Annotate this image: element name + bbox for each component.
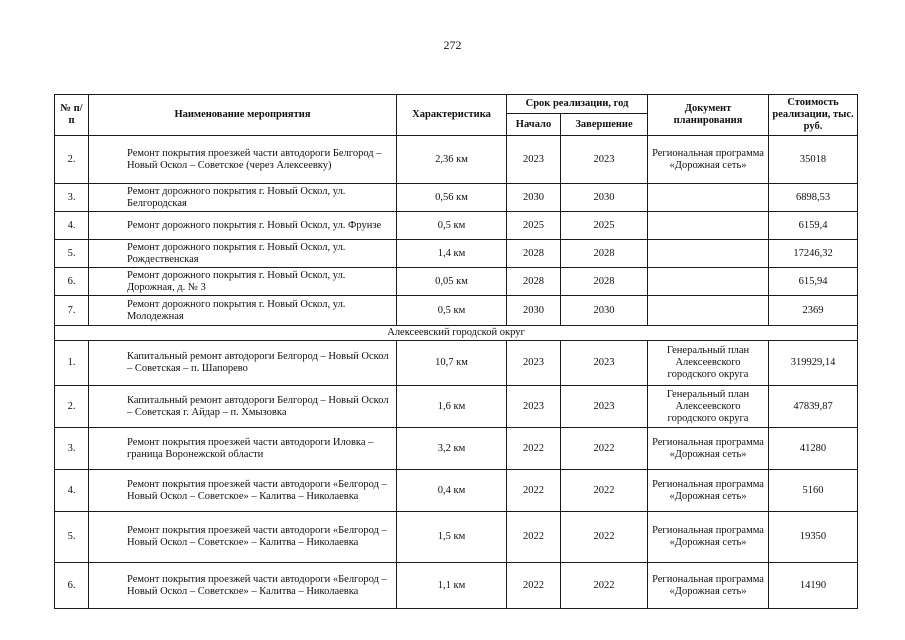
row-start-year: 2030	[507, 296, 561, 326]
header-num: № п/п	[55, 95, 89, 136]
table-row	[55, 386, 858, 428]
table-row	[55, 512, 858, 563]
row-document: Региональная программа «Дорожная сеть»	[648, 428, 769, 470]
row-cost: 35018	[769, 136, 858, 184]
header-end: Завершение	[561, 114, 648, 136]
row-name: Капитальный ремонт автодороги Белгород – Новый Оскол – Советская г. Айдар – п. Хмызовка	[89, 386, 397, 428]
row-characteristic: 0,56 км	[397, 184, 507, 212]
row-number: 6.	[55, 268, 89, 296]
table-row	[55, 563, 858, 609]
row-document	[648, 268, 769, 296]
row-name: Ремонт дорожного покрытия г. Новый Оскол, ул. Молодежная	[89, 296, 397, 326]
row-end-year: 2022	[561, 563, 648, 609]
row-cost: 6159,4	[769, 212, 858, 240]
row-cost: 47839,87	[769, 386, 858, 428]
row-characteristic: 2,36 км	[397, 136, 507, 184]
row-start-year: 2022	[507, 563, 561, 609]
row-name: Ремонт покрытия проезжей части автодороги «Белгород – Новый Оскол – Советское» – Калитва – Николаевка	[89, 512, 397, 563]
row-characteristic: 1,6 км	[397, 386, 507, 428]
table-row	[55, 240, 858, 268]
row-name: Ремонт дорожного покрытия г. Новый Оскол, ул. Рождественская	[89, 240, 397, 268]
table-row	[55, 470, 858, 512]
row-start-year: 2022	[507, 428, 561, 470]
row-end-year: 2023	[561, 136, 648, 184]
row-name: Ремонт покрытия проезжей части автодороги «Белгород – Новый Оскол – Советское» – Калитва – Николаевка	[89, 563, 397, 609]
row-cost: 14190	[769, 563, 858, 609]
table-row	[55, 296, 858, 326]
table-row	[55, 341, 858, 386]
row-document	[648, 296, 769, 326]
row-name: Ремонт дорожного покрытия г. Новый Оскол, ул. Фрунзе	[89, 212, 397, 240]
row-document	[648, 212, 769, 240]
row-number: 1.	[55, 341, 89, 386]
row-number: 3.	[55, 184, 89, 212]
row-start-year: 2023	[507, 136, 561, 184]
row-start-year: 2025	[507, 212, 561, 240]
row-number: 2.	[55, 386, 89, 428]
section-row	[55, 326, 858, 341]
row-characteristic: 10,7 км	[397, 341, 507, 386]
section-title: Алексеевский городской округ	[55, 326, 858, 341]
row-name: Ремонт покрытия проезжей части автодороги «Белгород – Новый Оскол – Советское» – Калитва – Николаевка	[89, 470, 397, 512]
row-name: Капитальный ремонт автодороги Белгород – Новый Оскол – Советская – п. Шапорево	[89, 341, 397, 386]
row-document: Региональная программа «Дорожная сеть»	[648, 563, 769, 609]
row-characteristic: 3,2 км	[397, 428, 507, 470]
table-row	[55, 136, 858, 184]
row-name: Ремонт дорожного покрытия г. Новый Оскол, ул. Дорожная, д. № 3	[89, 268, 397, 296]
row-end-year: 2030	[561, 296, 648, 326]
row-cost: 5160	[769, 470, 858, 512]
row-characteristic: 1,4 км	[397, 240, 507, 268]
row-document: Генеральный план Алексеевского городского округа	[648, 341, 769, 386]
table-row	[55, 268, 858, 296]
header-cost: Стоимость реализации, тыс. руб.	[769, 95, 858, 136]
row-characteristic: 1,1 км	[397, 563, 507, 609]
header-name: Наименование мероприятия	[89, 95, 397, 136]
row-start-year: 2022	[507, 470, 561, 512]
row-end-year: 2030	[561, 184, 648, 212]
row-start-year: 2022	[507, 512, 561, 563]
row-end-year: 2028	[561, 240, 648, 268]
row-end-year: 2022	[561, 470, 648, 512]
row-characteristic: 0,4 км	[397, 470, 507, 512]
row-end-year: 2022	[561, 428, 648, 470]
header-period: Срок реализации, год	[507, 95, 648, 114]
row-cost: 2369	[769, 296, 858, 326]
row-name: Ремонт покрытия проезжей части автодороги Белгород – Новый Оскол – Советское (через Алексеевку)	[89, 136, 397, 184]
table-row	[55, 212, 858, 240]
row-document	[648, 184, 769, 212]
row-document: Генеральный план Алексеевского городского округа	[648, 386, 769, 428]
row-characteristic: 0,5 км	[397, 296, 507, 326]
row-cost: 17246,32	[769, 240, 858, 268]
row-start-year: 2030	[507, 184, 561, 212]
row-start-year: 2028	[507, 268, 561, 296]
row-number: 6.	[55, 563, 89, 609]
row-name: Ремонт покрытия проезжей части автодороги Иловка – граница Воронежской области	[89, 428, 397, 470]
row-cost: 41280	[769, 428, 858, 470]
table-row	[55, 184, 858, 212]
row-number: 4.	[55, 470, 89, 512]
header-document: Документ планирования	[648, 95, 769, 136]
row-characteristic: 1,5 км	[397, 512, 507, 563]
table-row	[55, 428, 858, 470]
row-cost: 19350	[769, 512, 858, 563]
row-end-year: 2025	[561, 212, 648, 240]
row-start-year: 2023	[507, 341, 561, 386]
row-number: 4.	[55, 212, 89, 240]
row-document	[648, 240, 769, 268]
row-number: 7.	[55, 296, 89, 326]
page-number: 272	[443, 38, 462, 52]
row-start-year: 2028	[507, 240, 561, 268]
row-number: 5.	[55, 512, 89, 563]
row-end-year: 2022	[561, 512, 648, 563]
roads-table	[54, 94, 858, 609]
row-characteristic: 0,05 км	[397, 268, 507, 296]
row-characteristic: 0,5 км	[397, 212, 507, 240]
header-start: Начало	[507, 114, 561, 136]
row-number: 3.	[55, 428, 89, 470]
row-cost: 6898,53	[769, 184, 858, 212]
row-name: Ремонт дорожного покрытия г. Новый Оскол, ул. Белгородская	[89, 184, 397, 212]
row-start-year: 2023	[507, 386, 561, 428]
row-end-year: 2023	[561, 341, 648, 386]
row-document: Региональная программа «Дорожная сеть»	[648, 136, 769, 184]
row-cost: 615,94	[769, 268, 858, 296]
row-number: 2.	[55, 136, 89, 184]
row-cost: 319929,14	[769, 341, 858, 386]
row-number: 5.	[55, 240, 89, 268]
row-document: Региональная программа «Дорожная сеть»	[648, 470, 769, 512]
row-end-year: 2028	[561, 268, 648, 296]
header-characteristic: Характеристика	[397, 95, 507, 136]
row-end-year: 2023	[561, 386, 648, 428]
row-document: Региональная программа «Дорожная сеть»	[648, 512, 769, 563]
